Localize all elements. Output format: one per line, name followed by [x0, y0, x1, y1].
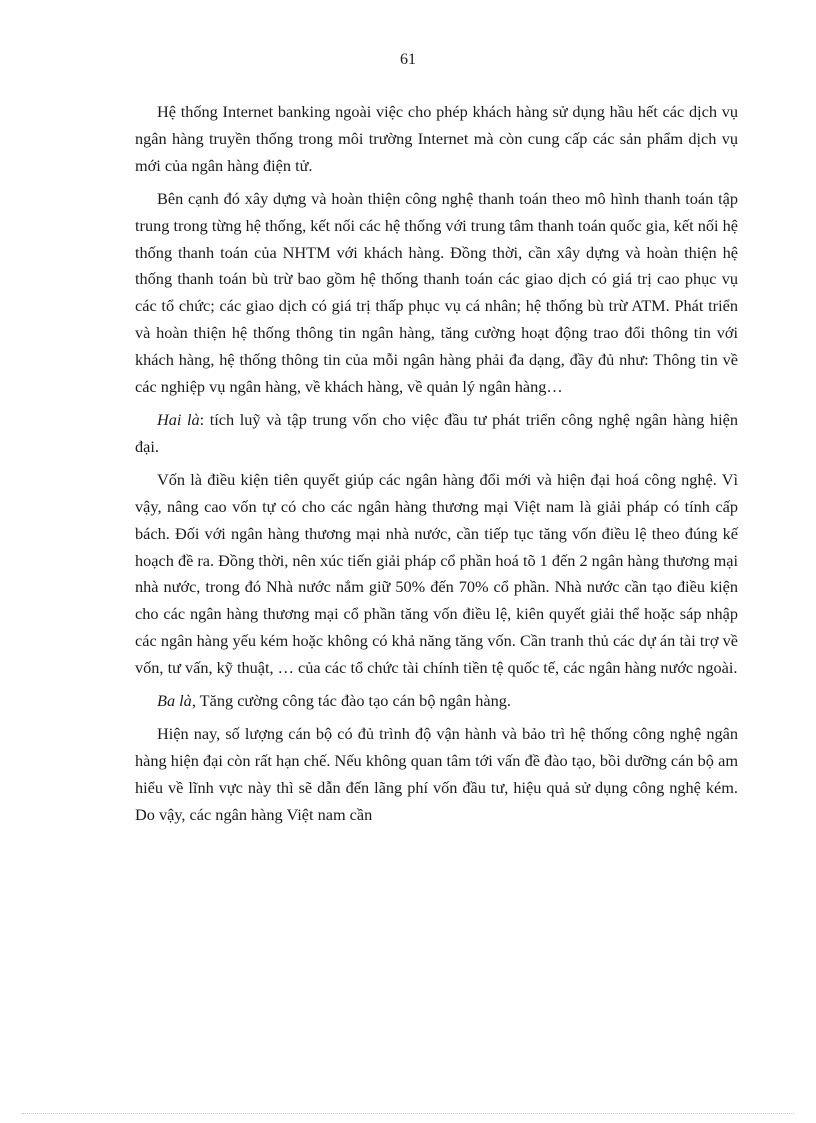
paragraph-text: Hiện nay, số lượng cán bộ có đủ trình độ vận hành và bảo trì hệ thống công nghệ ngân hàng hiện đại còn rất hạn chế. Nếu không quan tâm tới vấn đề đào tạo, bồi dưỡng cán bộ am hiểu về lĩnh vực này thì sẽ dẫn đến lãng phí vốn đầu tư, hiệu quả sử dụng công nghệ kém. Do vậy, các ngân hàng Việt nam cần: [135, 723, 738, 824]
body-text: [135, 99, 738, 835]
paragraph-text: : tích luỹ và tập trung vốn cho việc đầu tư phát triển công nghệ ngân hàng hiện đại.: [135, 409, 738, 456]
paragraph-text: Vốn là điều kiện tiên quyết giúp các ngân hàng đổi mới và hiện đại hoá công nghệ. Vì vậy, nâng cao vốn tự có cho các ngân hàng thương mại Việt nam là giải pháp có tính cấp bách. Đối với ngân hàng thương mại nhà nước, cần tiếp tục tăng vốn điều lệ theo đúng kế hoạch đề ra. Đồng thời, nên xúc tiến giải pháp cổ phần hoá tõ 1 đến 2 ngân hàng thương mại nhà nước, trong đó Nhà nước nắm giữ 50% đến 70% cổ phần. Nhà nước cần tạo điều kiện cho các ngân hàng thương mại cổ phần tăng vốn điều lệ, kiên quyết giải thể hoặc sáp nhập các ngân hàng yếu kém hoặc không có khả năng tăng vốn. Cần tranh thủ các dự án tài trợ về vốn, tư vấn, kỹ thuật, … của các tổ chức tài chính tiền tệ quốc tế, các ngân hàng nước ngoài.: [135, 469, 738, 678]
paragraph-capital: [135, 467, 738, 682]
paragraph-lead: Hai là: [157, 409, 200, 429]
paragraph-internet-banking: [135, 99, 738, 180]
paragraph-text: Bên cạnh đó xây dựng và hoàn thiện công nghệ thanh toán theo mô hình thanh toán tập trung trong từng hệ thống, kết nối các hệ thống với trung tâm thanh toán quốc gia, kết nối hệ thống thanh toán của NHTM với khách hàng. Đồng thời, cần xây dựng và hoàn thiện hệ thống thanh toán bù trừ bao gồm hệ thống thanh toán các giao dịch có giá trị cao phục vụ các tổ chức; các giao dịch có giá trị thấp phục vụ cá nhân; hệ thống bù trừ ATM. Phát triển và hoàn thiện hệ thống thông tin ngân hàng, tăng cường hoạt động trao đổi thông tin với khách hàng, hệ thống thông tin của mỗi ngân hàng phải đa dạng, đầy đủ như: Thông tin về các nghiệp vụ ngân hàng, về khách hàng, về quản lý ngân hàng…: [135, 188, 738, 397]
paragraph-payment-technology: [135, 186, 738, 401]
paragraph-third-point: [135, 688, 738, 715]
paragraph-text: , Tăng cường công tác đào tạo cán bộ ngân hàng.: [191, 691, 511, 711]
page-number: 61: [400, 51, 416, 68]
paragraph-staff-training: [135, 721, 738, 829]
page-bottom-divider: [22, 1113, 794, 1114]
paragraph-second-point: [135, 407, 738, 461]
paragraph-text: Hệ thống Internet banking ngoài việc cho phép khách hàng sử dụng hầu hết các dịch vụ ngân hàng truyền thống trong môi trường Internet mà còn cung cấp các sản phẩm dịch vụ mới của ngân hàng điện tử.: [135, 102, 738, 175]
paragraph-lead: Ba là: [157, 691, 192, 711]
